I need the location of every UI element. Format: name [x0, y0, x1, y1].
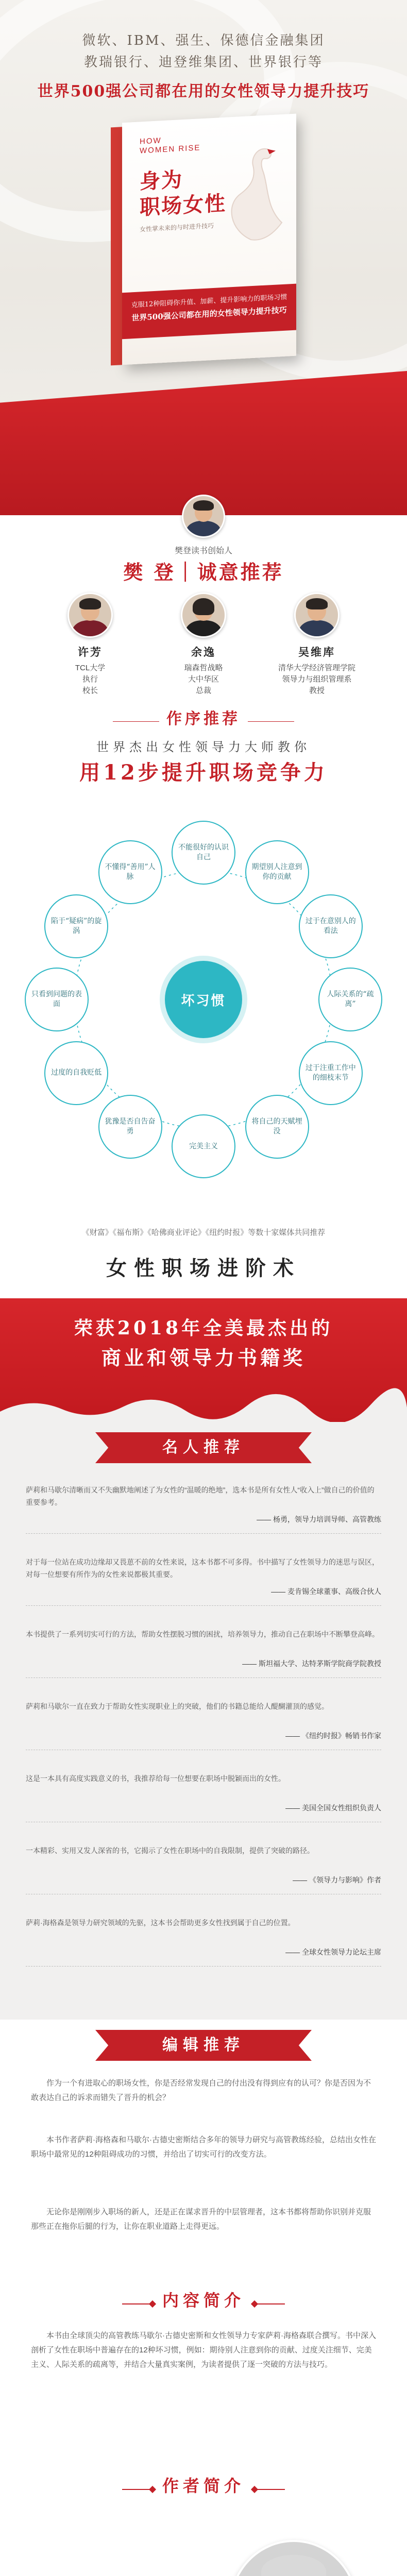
recommender-role	[162, 663, 245, 697]
divider	[26, 1677, 381, 1678]
avatar	[181, 592, 226, 638]
habit-node: 只看到问题的表面	[25, 968, 89, 1031]
book-en-line-2: WOMEN RISE	[140, 143, 201, 156]
recommender-name: 余逸	[191, 646, 216, 658]
role-line: TCL大学	[75, 664, 106, 672]
avatar	[294, 592, 340, 638]
habits-section	[0, 701, 407, 1216]
habit-node: 不懂得“善用”人脉	[98, 840, 162, 904]
hero-headline	[0, 30, 407, 101]
role-line: 执行	[82, 675, 98, 684]
role-line: 清华大学经济管理学院	[278, 664, 355, 672]
contents-heading	[0, 2287, 407, 2311]
habits-subtitle: 世界杰出女性领导力大师教你	[96, 740, 311, 754]
media-quote: 对于每一位站在成功边缘却又畏葸不前的女性来说，这本书都不可多得。书中描写了女性领导力的迷思与误区，对每一位想要有所作为的女性来说都极其重要。	[26, 1558, 379, 1579]
book-title-line-2: 职场女性	[140, 191, 226, 220]
marshall-photo	[229, 2540, 358, 2576]
role-line: 大中华区	[188, 675, 219, 684]
role-line: 校长	[82, 686, 98, 695]
book-band-text	[130, 292, 288, 323]
media-quote: 萨莉和马歇尔清晰而又不失幽默地阐述了为女性的“温暖的绝地”，选本书是所有女性人“收入上”做自己的价值的重要参考。	[26, 1486, 375, 1506]
habit-node: 不能很好的认识自己	[172, 821, 235, 885]
recommenders-section	[0, 515, 407, 701]
media-quote: 一本精彩、实用又发人深省的书，它揭示了女性在职场中的自我限制，提供了突破的路径。	[26, 1846, 314, 1855]
habit-node: 犹豫是否自告奋勇	[98, 1095, 162, 1159]
media-ribbon	[0, 1432, 407, 1463]
book-en-line-1: HOW	[140, 136, 162, 146]
media-quote: 萨莉·海格森是领导力研究领域的先驱，这本书会帮助更多女性找到属于自己的位置。	[26, 1919, 295, 1927]
hero-section	[0, 0, 407, 515]
book-cover	[122, 114, 296, 365]
editor-ribbon	[0, 2030, 407, 2061]
recommender-row	[0, 592, 407, 696]
book-red-band	[122, 284, 296, 340]
swan-icon	[220, 135, 287, 252]
media-quote-source: —— 斯坦福大学、达特茅斯学院商学院教授	[242, 1659, 381, 1668]
media-title: 名人推荐	[162, 1438, 245, 1456]
hero-red-band	[0, 371, 407, 515]
book-band-desc: 克服12种阻碍你升值、加薪、提升影响力的职场习惯	[131, 293, 287, 310]
habits-main: 用12步提升职场竞争力	[79, 760, 328, 785]
media-quote-source: —— 《纽约时报》畅销书作家	[285, 1732, 381, 1740]
role-line: 瑞森哲战略	[184, 664, 223, 672]
role-line: 教授	[309, 686, 325, 695]
recommender-3	[276, 592, 358, 697]
habit-node: 陷于“疑病”的旋涡	[44, 894, 108, 958]
divider	[26, 1966, 381, 1967]
role-line: 总裁	[195, 686, 211, 695]
habits-title-text: 作序推荐	[166, 710, 241, 728]
award-media-line: 《财富》《福布斯》《哈佛商业评论》《纽约时报》等数十家媒体共同推荐	[81, 1228, 326, 1237]
habit-node: 过于在意别人的看法	[299, 894, 363, 958]
media-quote-source: —— 《领导力与影响》作者	[293, 1876, 381, 1884]
hero-banner: 世界500强公司都在用的女性领导力提升技巧	[37, 82, 370, 100]
recommender-name: 吴维库	[298, 646, 335, 658]
award-section	[0, 1216, 407, 1422]
editor-section	[0, 2020, 407, 2576]
media-quote-source: —— 杨勇，领导力培训导师、高管教练	[257, 1515, 381, 1523]
role-line: 领导力与组织管理系	[282, 675, 352, 684]
media-section	[0, 1422, 407, 2020]
media-quote: 这是一本具有高度实践意义的书，我推荐给每一位想要在职场中脱颖而出的女性。	[26, 1774, 285, 1783]
habit-node: 将自己的天赋埋没	[245, 1095, 309, 1159]
editor-para-1: 作为一个有进取心的职场女性，你是否经常发现自己的付出没有得到应有的认可？你是否因为不敢表达自己的诉求而错失了晋升的机会？	[31, 2079, 371, 2102]
recommender-name: 许芳	[78, 646, 103, 658]
authors-title: 作者简介	[162, 2476, 245, 2496]
recommender-main: 樊 登｜诚意推荐	[123, 561, 284, 584]
contents-title: 内容简介	[162, 2291, 245, 2310]
book-spine	[111, 127, 122, 365]
divider	[26, 1533, 381, 1534]
media-quote-source: —— 美国全国女性组织负责人	[285, 1804, 381, 1812]
habit-node: 过度的自我贬低	[44, 1041, 108, 1105]
media-quote-source: —— 麦肯锡全球董事、高级合伙人	[271, 1587, 381, 1596]
contents-para: 本书由全球顶尖的高管教练马歇尔·古德史密斯和女性领导力专家萨莉·海格森联合撰写。书中深入剖析了女性在职场中普遍存在的12种坏习惯，例如：期待别人注意到你的贡献、过度关注细节、完美主义、人际关系的疏离等，并结合大量真实案例，为读者提供了逐一突破的方法与技巧。	[31, 2331, 376, 2369]
media-quote-source: —— 全球女性领导力论坛主席	[285, 1948, 381, 1956]
editor-title: 编辑推荐	[162, 2036, 245, 2054]
habit-node: 期望别人注意到你的贡献	[245, 840, 309, 904]
avatar	[182, 495, 225, 538]
avatar	[67, 592, 113, 638]
award-line-2: 商业和领导力书籍奖	[101, 1346, 306, 1369]
recommender-2	[162, 592, 245, 697]
habits-title	[0, 706, 407, 728]
book-title-line-1: 身为	[140, 167, 183, 194]
media-quote: 本书提供了一系列切实可行的方法，帮助女性摆脱习惯的困扰，培养领导力，推动自己在职场中不断攀登高峰。	[26, 1630, 379, 1638]
authors-heading	[0, 2473, 407, 2497]
award-line-1: 荣获2018年全美最杰出的	[74, 1317, 333, 1339]
habit-node: 完美主义	[172, 1114, 235, 1178]
book-band-strong: 世界500强公司都在用的女性领导力提升技巧	[131, 305, 287, 323]
recommender-role	[49, 663, 131, 697]
book-cover-image	[111, 114, 296, 366]
recommender-1	[49, 592, 131, 697]
award-main: 女性职场进阶术	[106, 1256, 301, 1280]
habit-diagram	[0, 804, 407, 1195]
habit-center: 坏习惯	[165, 961, 242, 1038]
fan-deng-avatar	[182, 495, 225, 538]
media-quote: 萨莉和马歇尔一直在致力于帮助女性实现职业上的突破，他们的书籍总能给人醍醐灌顶的感觉。	[26, 1702, 329, 1710]
hero-line-2: 教瑞银行、迪登维集团、世界银行等	[83, 55, 323, 70]
editor-para-3: 无论你是刚刚步入职场的新人，还是正在谋求晋升的中层管理者，这本书都将帮助你识别并克服那些正在拖你后腿的行为，让你在职业道路上走得更远。	[31, 2208, 371, 2231]
editor-para-2: 本书作者萨莉·海格森和马歇尔·古德史密斯结合多年的领导力研究与高管教练经验，总结出女性在职场中最常见的12种阻碍成功的习惯，并给出了切实可行的改变方法。	[31, 2136, 376, 2159]
book-title	[140, 165, 226, 221]
hero-line-1: 微软、IBM、强生、保德信金融集团	[82, 33, 325, 48]
habit-node: 过于注重工作中的细枝末节	[299, 1041, 363, 1105]
book-english-title	[140, 134, 200, 156]
habit-node: 人际关系的“疏离”	[318, 968, 382, 1031]
cloud-decoration	[0, 1381, 407, 1422]
recommender-role	[276, 663, 358, 697]
book-subtitle: 女性掌未来的与时进升技巧	[140, 222, 214, 233]
divider	[26, 1605, 381, 1606]
recommender-label: 樊登读书创始人	[174, 546, 232, 555]
